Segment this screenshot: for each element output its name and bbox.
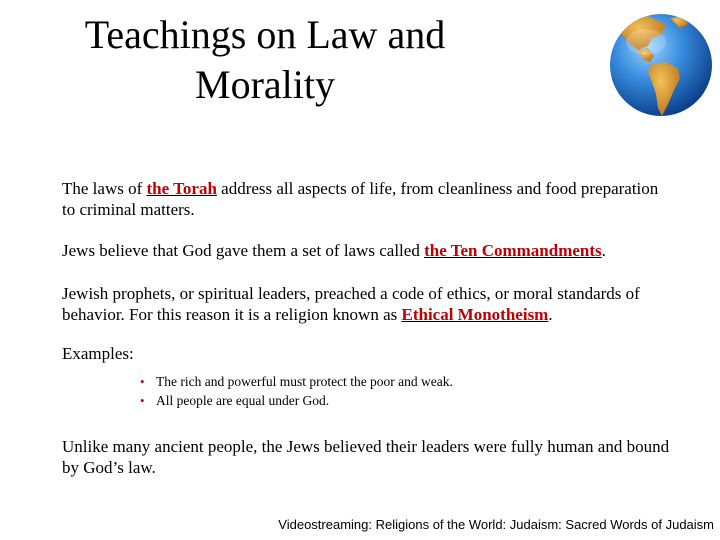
paragraph-prophets [62, 283, 672, 325]
paragraph-text: The laws of [62, 179, 147, 198]
paragraph-text: . [601, 241, 606, 260]
examples-list [62, 372, 672, 410]
paragraph-text: . [548, 305, 553, 324]
paragraph-torah [62, 178, 672, 220]
paragraph-commandments [62, 240, 672, 261]
footer-video-link[interactable]: Videostreaming: Religions of the World: Judaism: Sacred Words of Judaism [278, 517, 714, 532]
list-item [140, 372, 672, 391]
key-term-ten-commandments: the Ten Commandments [424, 241, 602, 260]
globe-americas-icon [608, 12, 714, 118]
slide-title-line-2: Morality [195, 62, 335, 107]
slide-title-line-1: Teachings on Law and [84, 12, 446, 57]
examples-label: Examples: [62, 344, 134, 363]
paragraph-text: address all aspects of life, from cleanliness and food preparation to criminal matters. [62, 179, 659, 219]
bullet-icon: • [140, 374, 145, 389]
paragraph-text: Jewish prophets, or spiritual leaders, preached a code of ethics, or moral standards of behavior. For this reason it is a religion known as [62, 284, 640, 324]
key-term-torah: the Torah [146, 179, 217, 198]
paragraph-text: Jews believe that God gave them a set of laws called [62, 241, 425, 260]
key-term-ethical-monotheism: Ethical Monotheism [401, 305, 549, 324]
bullet-icon: • [140, 393, 145, 408]
list-item [140, 391, 672, 410]
paragraph-leaders: Unlike many ancient people, the Jews believed their leaders were fully human and bound by God’s law. [62, 437, 670, 477]
slide-body [62, 178, 672, 498]
slide-title [40, 10, 490, 110]
list-item-text: The rich and powerful must protect the poor and weak. [156, 374, 453, 389]
list-item-text: All people are equal under God. [156, 393, 330, 408]
